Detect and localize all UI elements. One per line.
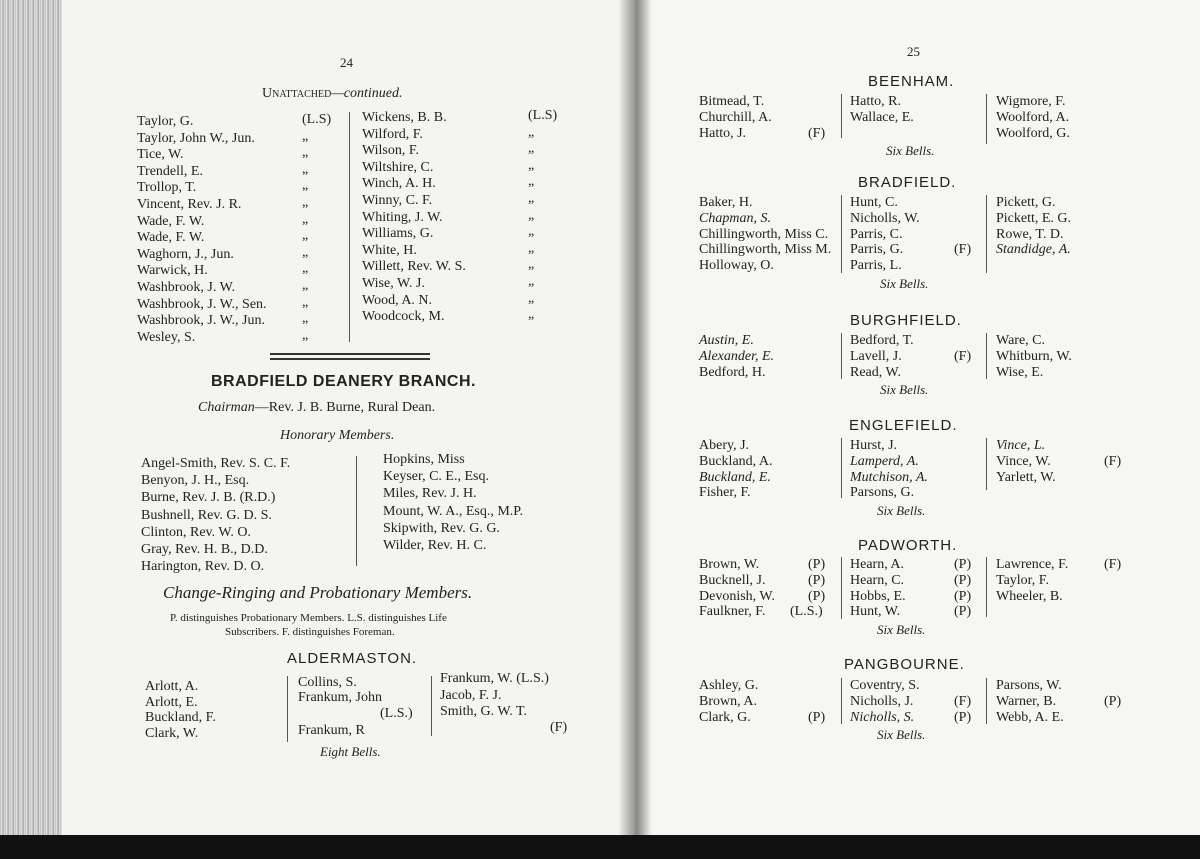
member-mark: „	[302, 195, 309, 210]
member-name: Trollop, T.	[137, 180, 197, 196]
member-mark: „	[528, 274, 535, 289]
honorary-member: Harington, Rev. D. O.	[141, 559, 265, 575]
beenham-title: BEENHAM.	[868, 73, 955, 90]
ringer-mark: (P)	[808, 588, 826, 604]
member-mark: „	[528, 191, 535, 206]
member-mark: „	[302, 311, 309, 327]
column-rule	[986, 557, 987, 617]
ringer-mark: (P)	[954, 604, 972, 620]
ringer-name: Lamperd, A.	[850, 453, 919, 469]
column-rule	[841, 557, 842, 619]
ringer-mark: (P)	[808, 557, 826, 572]
honorary-member: Burne, Rev. J. B. (R.D.)	[141, 490, 276, 506]
ringer-name: Hunt, W.	[850, 604, 901, 620]
ringer-mark: (P)	[954, 557, 972, 572]
burghfield-bells: Six Bells.	[880, 382, 929, 398]
ringer-name: Austin, E.	[699, 333, 754, 348]
ringer-mark: (F)	[954, 348, 972, 364]
ringer-mark: (P)	[808, 572, 826, 588]
member-name: Washbrook, J. W.	[137, 280, 236, 295]
ringer-name: Frankum, W. (L.S.)	[440, 671, 549, 686]
member-mark: „	[302, 161, 309, 177]
ringer-name: Nicholls, S.	[850, 709, 915, 725]
member-mark: „	[302, 294, 309, 310]
honorary-member: Gray, Rev. H. B., D.D.	[141, 542, 268, 557]
member-name: Wickens, B. B.	[362, 110, 447, 125]
ringer-name: Lawrence, F.	[996, 557, 1069, 572]
ringer-name: Parsons, W.	[996, 678, 1062, 693]
ringer-mark: (P)	[1104, 693, 1122, 709]
column-rule	[841, 195, 842, 273]
ringer-name: Baker, H.	[699, 195, 753, 210]
member-mark: „	[302, 211, 309, 227]
ringer-name: Whitburn, W.	[996, 348, 1072, 364]
ringer-name: Pickett, G.	[996, 195, 1056, 210]
honorary-member: Hopkins, Miss	[383, 452, 465, 467]
ringer-name: Collins, S.	[298, 675, 357, 690]
member-mark: „	[302, 228, 309, 244]
honorary-member: Clinton, Rev. W. O.	[141, 524, 251, 540]
member-name: Washbrook, J. W., Jun.	[137, 313, 265, 329]
ringer-name: Standidge, A.	[996, 242, 1071, 258]
member-mark: (L.S)	[528, 108, 558, 123]
member-mark: „	[302, 128, 309, 144]
ringer-mark: (F)	[954, 242, 972, 258]
member-name: Taylor, G.	[137, 114, 194, 129]
ringer-name: Frankum, John	[298, 690, 382, 705]
member-name: Williams, G.	[362, 226, 434, 242]
column-rule	[986, 195, 987, 273]
ringer-name: Alexander, E.	[699, 348, 775, 364]
ringer-name: Rowe, T. D.	[996, 226, 1064, 242]
member-mark: „	[528, 124, 535, 140]
member-name: Wiltshire, C.	[362, 159, 434, 175]
honorary-member: Mount, W. A., Esq., M.P.	[383, 503, 524, 519]
ringer-name: Chapman, S.	[699, 210, 771, 226]
ringer-name: Chillingworth, Miss M.	[699, 242, 832, 258]
ringer-name: Ashley, G.	[699, 678, 759, 693]
column-rule	[356, 456, 357, 566]
ringer-name: Vince, L.	[996, 438, 1046, 453]
ringer-name: Buckland, E.	[699, 469, 771, 485]
ringer-name: Wigmore, F.	[996, 94, 1066, 109]
ringer-name: Taylor, F.	[996, 572, 1049, 588]
column-rule	[841, 678, 842, 724]
member-name: Wade, F. W.	[137, 213, 205, 229]
column-rule	[986, 438, 987, 490]
aldermaston-bells: Eight Bells.	[320, 744, 381, 759]
member-name: Warwick, H.	[137, 263, 208, 279]
honorary-title: Honorary Members.	[280, 428, 395, 443]
ringer-name: Hearn, C.	[850, 572, 905, 588]
unattached-suffix: —continued.	[331, 86, 403, 101]
honorary-member: Skipwith, Rev. G. G.	[383, 520, 500, 536]
ringer-name: Jacob, F. J.	[440, 688, 502, 703]
ringer-name: Brown, W.	[699, 557, 760, 572]
ringer-name: Woolford, G.	[996, 125, 1070, 141]
double-rule-bottom	[270, 358, 430, 360]
branch-title: BRADFIELD DEANERY BRANCH.	[211, 373, 476, 390]
chairman-line	[198, 400, 435, 416]
chairman-label: Chairman	[198, 400, 255, 415]
member-name: Winny, C. F.	[362, 193, 433, 208]
member-mark: „	[528, 207, 535, 223]
pangbourne-bells: Six Bells.	[877, 727, 926, 743]
member-mark: „	[528, 240, 535, 256]
member-mark: „	[528, 257, 535, 273]
ringer-mark: (F)	[1104, 453, 1122, 469]
englefield-bells: Six Bells.	[877, 503, 926, 519]
member-name: Wilford, F.	[362, 126, 423, 142]
ringer-name: Hunt, C.	[850, 195, 898, 210]
ringer-mark: (F)	[954, 693, 972, 709]
ringer-name: Frankum, R	[298, 723, 365, 738]
ringer-name: Wallace, E.	[850, 109, 914, 125]
ringer-name: Vince, W.	[996, 453, 1051, 469]
ringer-name: Holloway, O.	[699, 258, 774, 274]
ringer-name: Chillingworth, Miss C.	[699, 226, 829, 242]
ringer-name: (F)	[550, 720, 568, 735]
column-rule	[841, 333, 842, 379]
ringer-name: Abery, J.	[699, 438, 750, 453]
ringer-mark: (P)	[808, 709, 826, 725]
ringer-mark: (F)	[808, 125, 826, 141]
member-name: Wilson, F.	[362, 143, 420, 159]
honorary-member: Bushnell, Rev. G. D. S.	[141, 507, 272, 523]
bottom-shadow	[0, 835, 1200, 859]
ringer-name: (L.S.)	[380, 706, 413, 721]
ringer-mark: (P)	[954, 709, 972, 725]
column-rule	[986, 678, 987, 724]
column-rule	[841, 438, 842, 498]
member-name: Woodcock, M.	[362, 309, 445, 325]
unattached-label: Unattached	[262, 86, 332, 101]
honorary-member: Benyon, J. H., Esq.	[141, 473, 250, 489]
ringer-name: Nicholls, J.	[850, 693, 914, 709]
left-page-number: 24	[340, 55, 353, 70]
bradfield-bells: Six Bells.	[880, 276, 929, 291]
ringer-name: Hatto, R.	[850, 94, 901, 109]
padworth-title: PADWORTH.	[858, 537, 958, 554]
double-rule-top	[270, 353, 430, 355]
ringer-name: Bitmead, T.	[699, 94, 765, 109]
ringer-name: Pickett, E. G.	[996, 210, 1072, 226]
book-gutter	[618, 0, 652, 835]
ringer-mark: (F)	[1104, 557, 1122, 572]
member-mark: „	[302, 244, 309, 260]
ringer-mark: (L.S.)	[790, 604, 823, 620]
ringer-name: Wheeler, B.	[996, 588, 1063, 604]
unattached-heading	[262, 86, 402, 102]
honorary-member: Miles, Rev. J. H.	[383, 486, 477, 502]
padworth-bells: Six Bells.	[877, 622, 926, 638]
change-ringing-title: Change-Ringing and Probationary Members.	[163, 583, 473, 602]
ringer-name: Faulkner, F.	[699, 604, 766, 620]
ringer-name: Smith, G. W. T.	[440, 704, 528, 719]
ringer-name: Buckland, A.	[699, 453, 773, 469]
ringer-name: Arlott, E.	[145, 694, 198, 710]
bradfield-title: BRADFIELD.	[858, 174, 957, 191]
member-mark: „	[302, 261, 309, 277]
member-name: Vincent, Rev. J. R.	[137, 197, 242, 212]
change-note-2: Subscribers. F. distinguishes Foreman.	[225, 626, 395, 638]
member-mark: „	[302, 145, 309, 161]
member-name: Winch, A. H.	[362, 176, 436, 192]
burghfield-title: BURGHFIELD.	[850, 312, 962, 329]
ringer-name: Parsons, G.	[850, 485, 915, 501]
ringer-name: Bedford, H.	[699, 364, 766, 380]
ringer-name: Woolford, A.	[996, 109, 1070, 125]
member-name: Wood, A. N.	[362, 292, 433, 308]
ringer-name: Ware, C.	[996, 333, 1046, 348]
pangbourne-title: PANGBOURNE.	[844, 656, 965, 673]
ringer-name: Coventry, S.	[850, 678, 920, 693]
member-name: Willett, Rev. W. S.	[362, 259, 466, 275]
ringer-name: Warner, B.	[996, 693, 1057, 709]
member-name: Washbrook, J. W., Sen.	[137, 296, 267, 312]
member-mark: „	[302, 278, 309, 293]
column-rule	[431, 676, 432, 736]
column-rule	[841, 94, 842, 138]
ringer-name: Churchill, A.	[699, 109, 772, 125]
member-mark: „	[302, 178, 309, 194]
ringer-name: Hatto, J.	[699, 125, 747, 141]
honorary-member: Wilder, Rev. H. C.	[383, 538, 487, 553]
ringer-name: Hearn, A.	[850, 557, 905, 572]
ringer-name: Hurst, J.	[850, 438, 898, 453]
ringer-mark: (P)	[954, 572, 972, 588]
ringer-name: Lavell, J.	[850, 348, 902, 364]
ringer-name: Parris, C.	[850, 226, 903, 242]
ringer-name: Clark, G.	[699, 709, 751, 725]
member-name: Whiting, J. W.	[362, 209, 443, 225]
ringer-name: Wise, E.	[996, 364, 1044, 380]
honorary-member: Keyser, C. E., Esq.	[383, 469, 489, 485]
page-edges	[0, 0, 68, 859]
member-mark: „	[528, 224, 535, 240]
column-rule	[986, 333, 987, 379]
member-mark: (L.S)	[302, 112, 332, 127]
honorary-member: Angel-Smith, Rev. S. C. F.	[141, 456, 291, 471]
member-name: Wesley, S.	[137, 329, 196, 345]
column-rule	[287, 676, 288, 742]
ringer-name: Mutchison, A.	[850, 469, 928, 485]
right-page-number: 25	[907, 44, 920, 59]
ringer-name: Clark, W.	[145, 725, 199, 741]
member-mark: „	[528, 141, 535, 157]
member-mark: „	[528, 174, 535, 190]
ringer-name: Devonish, W.	[699, 588, 775, 604]
member-name: Wade, F. W.	[137, 230, 205, 246]
ringer-name: Webb, A. E.	[996, 709, 1064, 725]
ringer-name: Buckland, F.	[145, 710, 216, 725]
aldermaston-title: ALDERMASTON.	[287, 650, 418, 667]
chairman-text: —Rev. J. B. Burne, Rural Dean.	[254, 400, 436, 415]
member-name: Taylor, John W., Jun.	[137, 130, 255, 146]
englefield-title: ENGLEFIELD.	[849, 417, 958, 434]
column-rule	[986, 94, 987, 144]
ringer-name: Fisher, F.	[699, 485, 751, 501]
member-mark: „	[528, 290, 535, 306]
member-name: Trendell, E.	[137, 163, 203, 179]
ringer-mark: (P)	[954, 588, 972, 604]
member-mark: „	[528, 157, 535, 173]
ringer-name: Yarlett, W.	[996, 469, 1056, 485]
member-name: Tice, W.	[137, 147, 184, 163]
ringer-name: Read, W.	[850, 364, 901, 380]
ringer-name: Nicholls, W.	[850, 210, 920, 226]
ringer-name: Parris, L.	[850, 258, 902, 274]
beenham-bells: Six Bells.	[886, 143, 935, 159]
ringer-name: Parris, G.	[850, 242, 904, 258]
member-name: Wise, W. J.	[362, 276, 425, 291]
change-note-1: P. distinguishes Probationary Members. L.S. distinguishes Life	[170, 612, 447, 624]
column-rule	[349, 112, 350, 342]
member-mark: „	[528, 307, 535, 323]
member-name: Waghorn, J., Jun.	[137, 246, 234, 262]
ringer-name: Bucknell, J.	[699, 572, 766, 588]
ringer-name: Bedford, T.	[850, 333, 914, 348]
member-name: White, H.	[362, 242, 417, 258]
member-mark: „	[302, 327, 309, 343]
ringer-name: Hobbs, E.	[850, 588, 906, 604]
ringer-name: Arlott, A.	[145, 679, 199, 694]
ringer-name: Brown, A.	[699, 693, 757, 709]
